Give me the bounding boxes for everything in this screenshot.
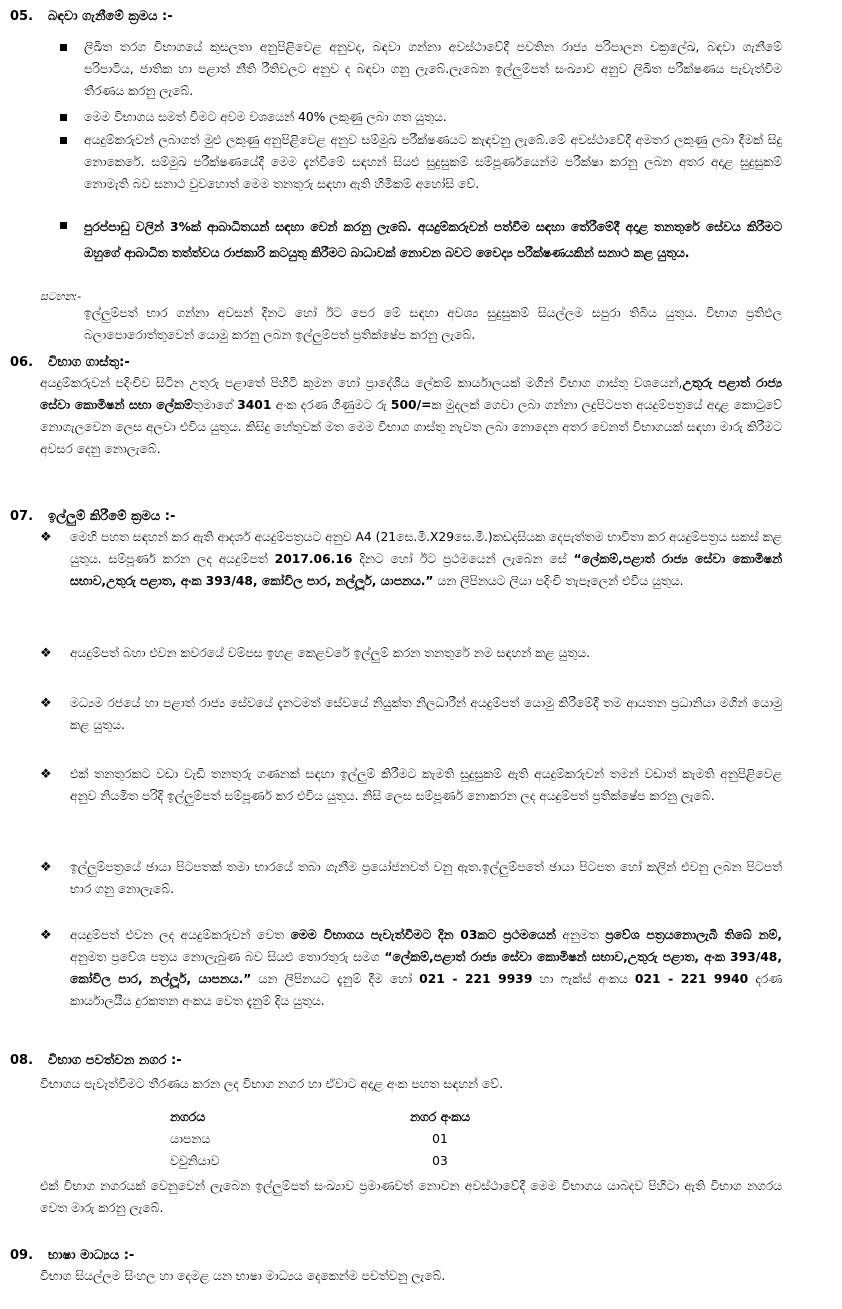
section-06-heading: 06. විභාග ගාස්තු:-: [10, 355, 130, 370]
s05-bullet-2: මෙම විභාගය සමත් වීමට අවම වශයෙන් 40% ලකුණු ලබා ගත යුතුය.: [84, 110, 447, 124]
s09-text: විභාග සියල්ලම සිංහල හා දෙමළ යන භාෂා මාධ්‍යය දෙකෙන්ම පවත්වනු ලැබේ.: [40, 1269, 446, 1283]
s06-text: අයදුම්කරුවන් පදිංචිව සිටින උතුරු පළාතේ පිහිටි කුමන හෝ ප්‍රාදේශීය ලේකම් කාර්යාලයක් මගින් විභාග ගාස්තු වශයෙන්,උතුරු පළාත් රාජ්‍ය සේවා කොමිෂන් සභා ලේකම්තුමාගේ 3401 අංක දරණ ගිණුමට රු 500/=ක මුදලක් ගෙවා ලබා ගන්නා ලදුපිටපත අයදුම්පත්‍රයේ අදාළ කොටුවේ නොගැලවෙන ලෙස අලවා එවිය යුතුය. කිසිදු හේතුවක් මත මෙම විභාග ගාස්තු නැවත ලබා නොදෙන අතර වෙනත් විභාගයක් සඳහා මාරු කිරීමට අවසර දෙනු නොලැබේ.: [40, 376, 782, 456]
s07-item-4: එක් තනතුරකට වඩා වැඩි තනතුරු ගණනක් සඳහා ඉල්ලුම් කිරීමට කැමති සුදුසුකම් ඇති අයදුම්කරුවන් තමන් වඩාත් කැමති අනුපිළිවෙළ අනුව නියමිත පරිදි ඉල්ලුම්පත් සම්පූර්ණ කර එවිය යුතුය. නිසි ලෙස සම්පූර්ණ නොකරන ලද අයදුම්පත් ප්‍රතික්ෂේප කරනු ලැබේ.: [70, 767, 782, 803]
exam-towns-table: [170, 1106, 490, 1172]
diamond-bullet-icon: ❖: [40, 696, 52, 711]
s07-item-3: මධ්‍යම රජයේ හා පළාත් රාජ්‍ය සේවයේ දැනටමත් සේවයේ නියුක්ත නිලධාරීන් අයදුම්පත් යොමු කිරීමේදී තම ආයතන ප්‍රධානියා මගින් යොමු කළ යුතුය.: [70, 696, 782, 732]
town-cell: යාපනය: [170, 1132, 211, 1146]
s08-intro: විභාගය පැවැත්වීමට තීරණය කරන ලද විභාග නගර හා ඒවාට අදාළ අංක පහත සඳහන් වේ.: [40, 1077, 504, 1091]
s08-outro: එක් විභාග නගරයක් වෙනුවෙන් ලැබෙන ඉල්ලුම්පත් සංඛ්‍යාව ප්‍රමාණවත් නොවන අවස්ථාවේදී මෙම විභාගය යාබදව පිහිටා ඇති විභාග නගරය වෙත මාරු කරනු ලැබේ.: [40, 1179, 782, 1215]
square-bullet-icon: [60, 222, 67, 229]
diamond-bullet-icon: ❖: [40, 928, 52, 943]
diamond-bullet-icon: ❖: [40, 767, 52, 782]
table-row: [170, 1150, 490, 1172]
s07-item-2: අයදුම්පත් බහා එවන කවරයේ වම්පස ඉහළ කෙළවරේ ඉල්ලුම් කරන තනතුරේ නම සඳහන් කළ යුතුය.: [70, 646, 590, 660]
diamond-bullet-icon: ❖: [40, 860, 52, 875]
section-05-heading: 05. බඳවා ගැනීමේ ක්‍රමය :-: [10, 9, 173, 24]
diamond-bullet-icon: ❖: [40, 530, 52, 545]
town-cell: වවුනියාව: [170, 1154, 220, 1168]
s07-item-5: ඉල්ලුම්පත්‍රයේ ඡායා පිටපතක් තමා භාරයේ තබා ගැනීම ප්‍රයෝජනවත් වනු ඇත.ඉල්ලුම්පතේ ඡායා පිටපත හෝ කලින් එවනු ලබන පිටපත් භාර ගනු නොලැබේ.: [70, 860, 782, 896]
note-label: සටහන:-: [40, 290, 82, 303]
code-cell: 01: [432, 1132, 448, 1146]
col-code-header: නගර අංකය: [409, 1110, 470, 1124]
s05-bullet-3: අයදුම්කරුවන් ලබාගත් මුළු ලකුණු අනුපිළිවෙළ අනුව සම්මුඛ පරීක්ෂණයට කැඳවනු ලැබේ.මේ අවස්ථාවේදී අමතර ලකුණු ලබා දීමක් සිදු නොකෙරේ. සම්මුඛ පරීක්ෂණයේදී මෙම දැන්වීමේ සඳහන් සියළු සුදුසුකම් සම්පූර්ණයෙන්ම පරීක්ෂා කරනු ලබන අතර අදාළ සුදුසුකම් නොමැති බව සනාථ වුවහොත් මෙම තනතුරු සඳහා ඇති හිමිකම් අහෝසි වේ.: [84, 133, 782, 191]
square-bullet-icon: [60, 137, 67, 144]
section-08-heading: 08. විභාග පවත්වන නගර :-: [10, 1053, 182, 1068]
s07-item-1: මෙහි පහත සඳහන් කර ඇති ආදර්ශ අයදුම්පත්‍රයට අනුව A4 (21සෙ.මී.X29සෙ.මී.)කඩදාසියක දෙපැත්තම භාවිතා කර අයදුම්පත්‍රය සකස් කළ යුතුය. සම්පූර්ණ කරන ලද අයදුම්පත් 2017.06.16 දිනට හෝ ඊට ප්‍රථමයෙන් ලැබෙන සේ “ලේකම්,පළාත් රාජ්‍ය සේවා කොමිෂන් සභාව,උතුරු පළාත, අංක 393/48, කෝවිල පාර, නල්ලූර්, යාපනය.” යන ලිපිනයට ලියා පදිංචි තැපෑලෙන් එවිය යුතුය.: [70, 530, 782, 588]
table-header-row: [170, 1106, 490, 1128]
col-town-header: නගරය: [170, 1110, 206, 1124]
note-text: ඉල්ලුම්පත් භාර ගන්නා අවසන් දිනට හෝ ඊට පෙර මේ සඳහා අවශ්‍ය සුදුසුකම් සියල්ලම සපුරා තිබිය යුතුය. විභාග ප්‍රතිඵල බලාපොරොත්තුවෙන් යොමු කරනු ලබන ඉල්ලුම්පත් ප්‍රතික්ෂේප කරනු ලැබේ.: [84, 306, 782, 342]
section-07-heading: 07. ඉල්ලුම් කිරීමේ ක්‍රමය :-: [10, 509, 176, 524]
s05-bullet-4: පුරප්පාඩු වලින් 3%ක් ආබාධිතයන් සඳහා වෙන් කරනු ලැබේ. අයදුම්කරුවන් පත්වීම සඳහා තේරීමේදී අදාළ තනතුරේ සේවය කිරීමට ඔහුගේ ආබාධිත තත්ත්වය රාජකාරි කටයුතු කිරීමට බාධාවක් නොවන බවට වෛද්‍ය පරීක්ෂණයකින් සනාථ කළ යුතුය.: [84, 220, 782, 260]
square-bullet-icon: [60, 44, 67, 51]
section-09-heading: 09. භාෂා මාධ්‍යය :-: [10, 1248, 135, 1263]
code-cell: 03: [432, 1154, 448, 1168]
square-bullet-icon: [60, 114, 67, 121]
s07-item-6: අයදුම්පත් එවන ලද අයදුම්කරුවන් වෙත මෙම විභාගය පැවැත්වීමට දින 03කට ප්‍රථමයෙන් අනුමත ප්‍රවේශ පත්‍රයනොලැබී තිබේ නම්, අනුමත ප්‍රවේශ පත්‍රය නොලැබුණ බව සියළු තොරතුරු සමග “ලේකම්,පළාත් රාජ්‍ය සේවා කොමිෂන් සභාව,උතුරු පළාත, අංක 393/48, කෝවිල පාර, නල්ලූර්, යාපනය.” යන ලිපිනයට දැනුම් දීම හෝ 021 - 221 9939 හා ෆැක්ස් අංකය 021 - 221 9940 දරණ කාර්යාලයීය දුරකතන අංකය වෙත දැනුම් දිය යුතුය.: [70, 928, 783, 1008]
table-row: [170, 1128, 490, 1150]
diamond-bullet-icon: ❖: [40, 646, 52, 661]
s05-bullet-1: ලිඛිත තරග විභාගයේ කුසලතා අනුපිළිවෙළ අනුවද, බඳවා ගන්නා අවස්ථාවේදී පවතින රාජ්‍ය පරිපාලන චක්‍රලේඛ, බඳවා ගැනීමේ පරිපාටිය, ජාතික හා පළාත් නීති රීතිවලට අනුව ද බඳවා ගනු ලැබේ.ලැබෙන ඉල්ලුම්පත් සංඛ්‍යාව අනුව ලිඛිත පරීක්ෂණය පැවැත්වීම තීරණය කරනු ලැබේ.: [84, 40, 782, 98]
